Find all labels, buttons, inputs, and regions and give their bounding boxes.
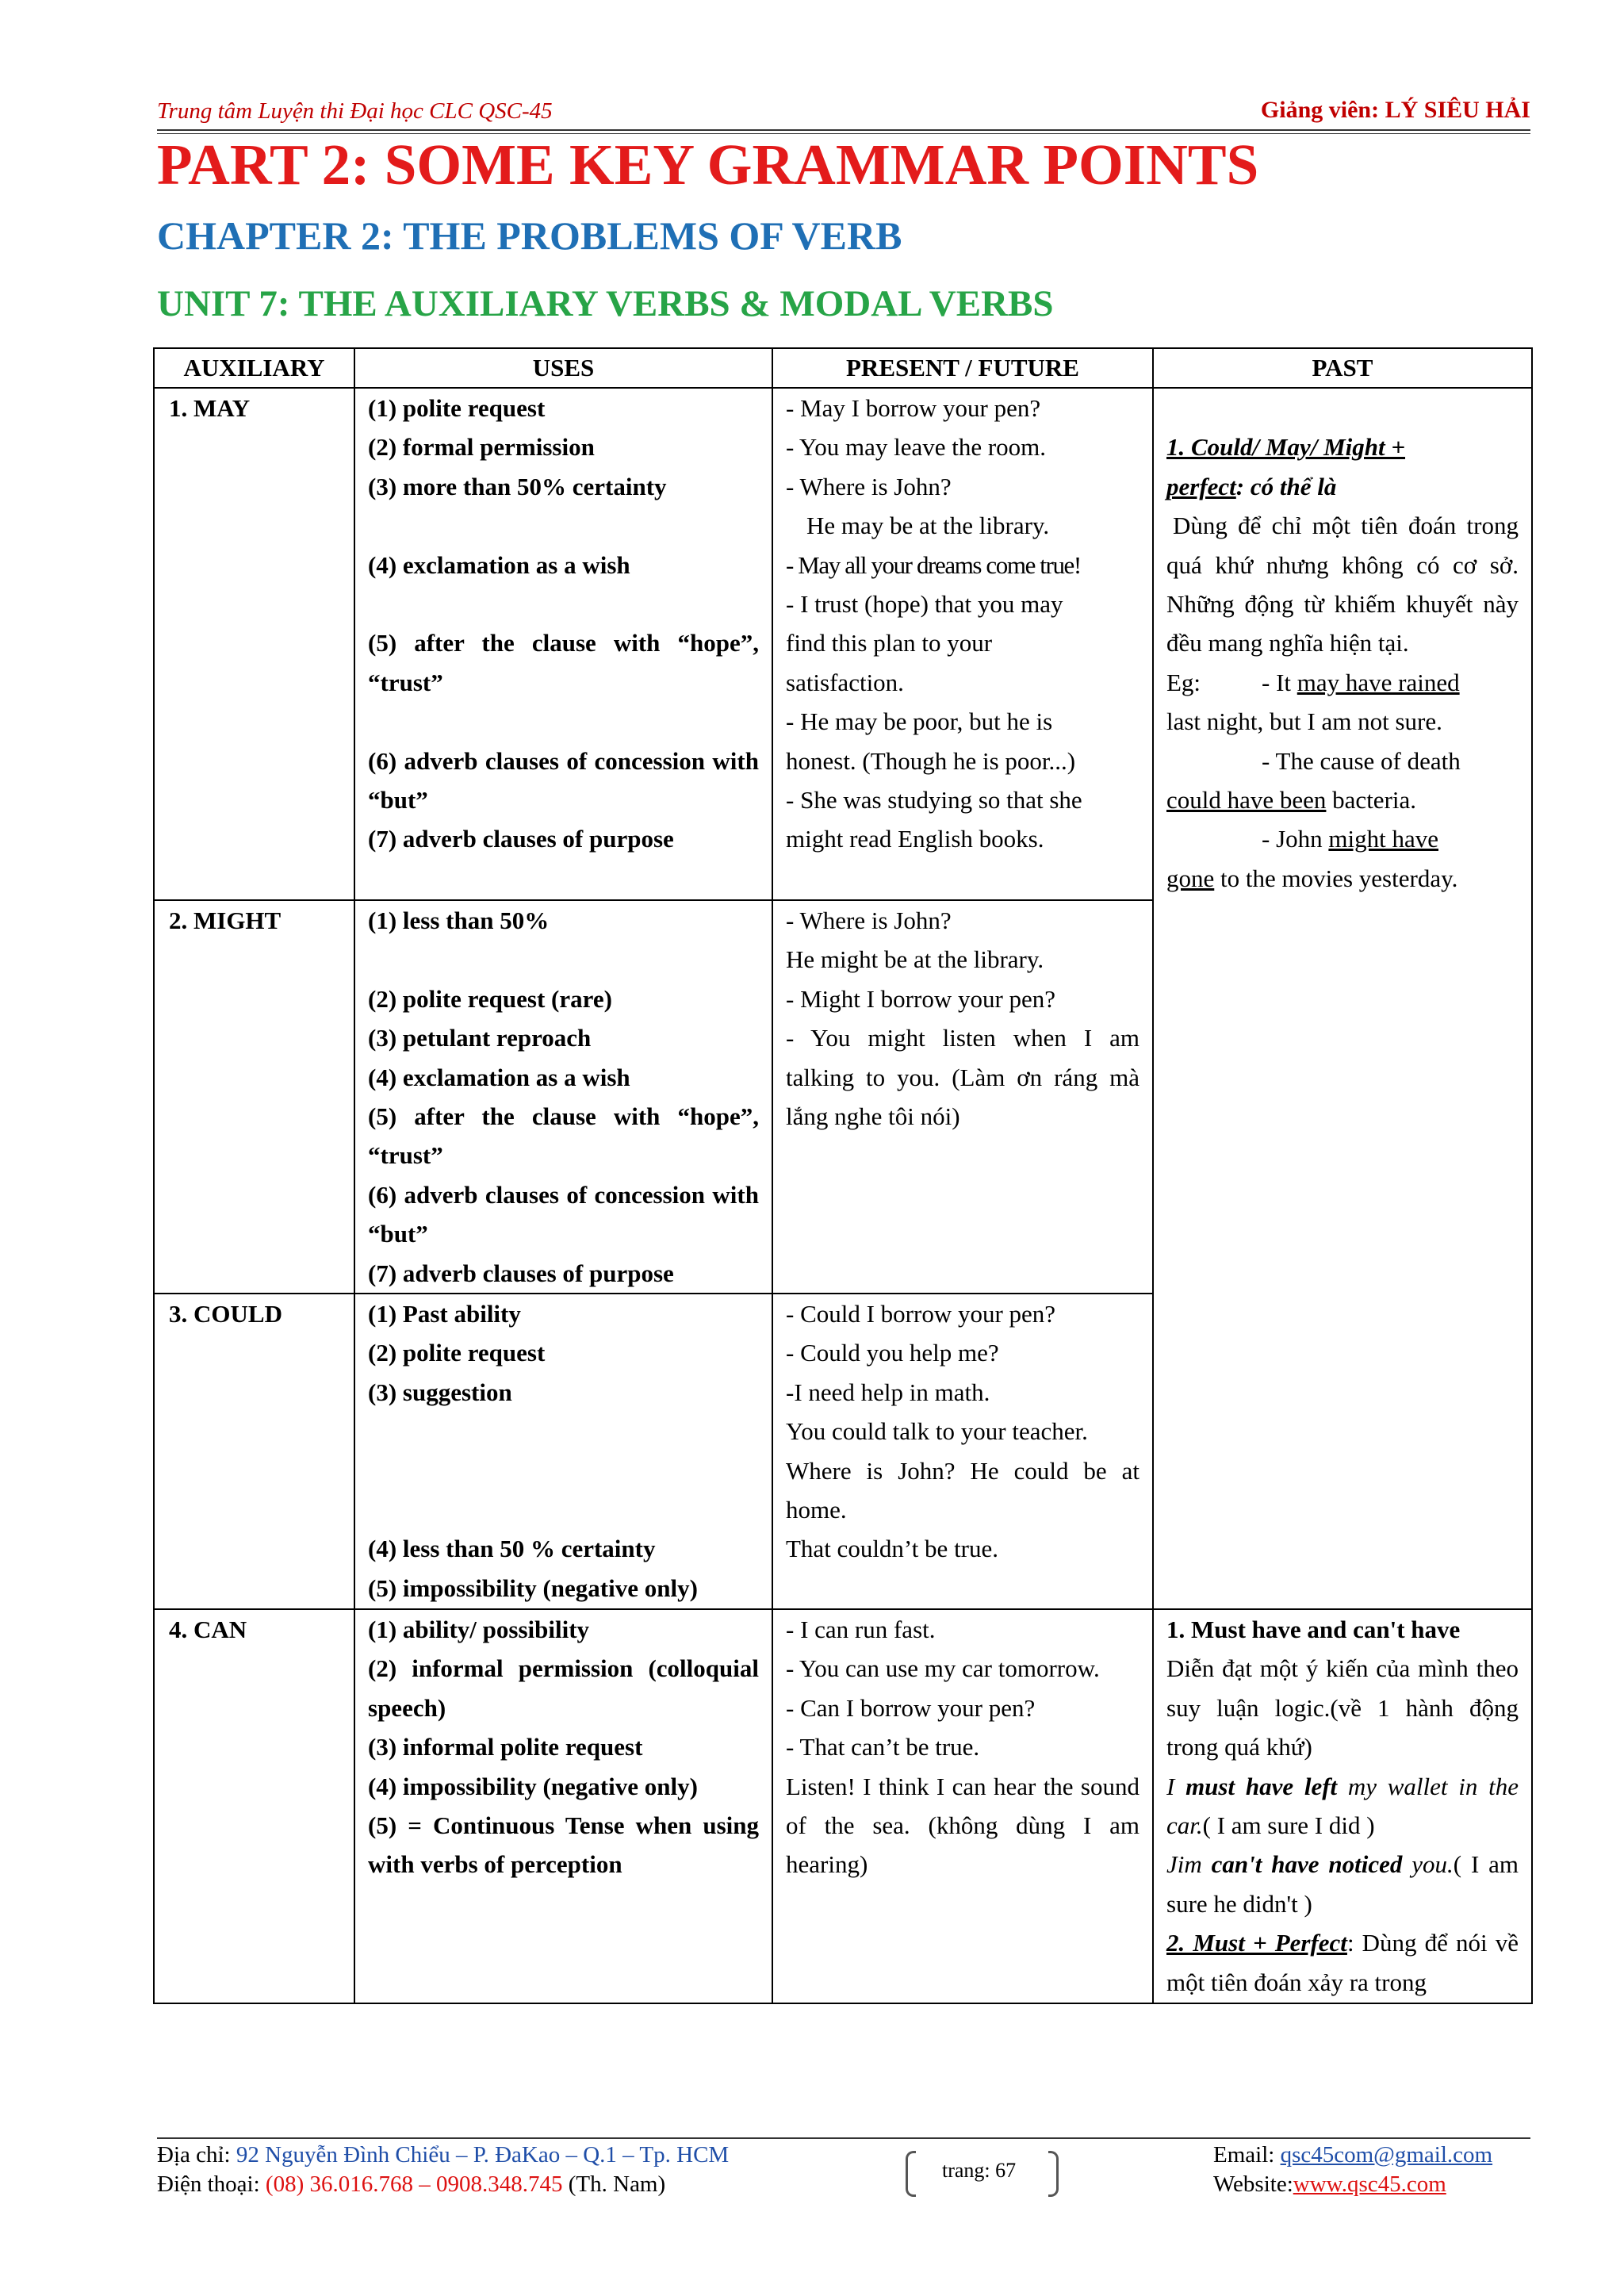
uses-may [354,388,772,900]
example-line: You could talk to your teacher. [786,1417,1088,1446]
example-line: - You can use my car tomorrow. [786,1654,1100,1683]
past-desc-logic: Diễn đạt một ý kiến của mình theo suy luận logic.(về 1 hành động trong quá khứ) [1166,1654,1519,1761]
use-item: (3) informal polite request [368,1733,643,1761]
aux-could: 3. COULD [154,1294,354,1609]
example-line: - Could I borrow your pen? [786,1300,1056,1328]
page-number: trang: 67 [942,2159,1017,2182]
use-item: (7) adverb clauses of purpose [368,1259,674,1287]
aux-can: 4. CAN [154,1609,354,2003]
example-line: - Could you help me? [786,1339,999,1367]
example-line: - Where is John? [786,472,952,500]
unit-title: UNIT 7: THE AUXILIARY VERBS & MODAL VERBS [157,283,1054,324]
page-bracket-right [1048,2151,1059,2197]
past-description: Dùng để chỉ một tiên đoán trong quá khứ nhưng không có cơ sở. Những động từ khiếm khuyết này đều mang nghĩa hiện tại. [1166,512,1519,657]
aux-may: 1. MAY [154,388,354,900]
table-row-can [154,1609,1532,2003]
use-item: (3) suggestion [368,1378,512,1406]
example-line: - May all your dreams come true! [786,550,1081,579]
uses-might [354,900,772,1294]
email-link[interactable]: qsc45com@gmail.com [1280,2142,1493,2168]
use-item: (1) Past ability [368,1300,521,1328]
example-line: - She was studying so that she [786,786,1082,815]
uses-could [354,1294,772,1609]
example-line: - You might listen when I am talking to you. (Làm ơn ráng mà lắng nghe tôi nói) [786,1024,1139,1131]
use-item: (5) = Continuous Tense when using with verbs of perception [368,1811,759,1879]
use-item: (3) more than 50% certainty [368,472,667,500]
use-item: (2) formal permission [368,433,595,462]
footer-address: Địa chỉ: 92 Nguyễn Đình Chiểu – P. ĐaKao – Q.1 – Tp. HCM [157,2142,730,2168]
use-item: (6) adverb clauses of concession with “but” [368,1180,759,1248]
website-link[interactable]: www.qsc45.com [1293,2171,1446,2197]
example-line: - Might I borrow your pen? [786,984,1056,1013]
past-example-1: Eg: - It may have rained last night, but I am not sure. [1166,668,1460,736]
page-bracket-left [906,2151,916,2197]
example-line: - Where is John? [786,907,952,934]
use-item: (4) exclamation as a wish [368,550,630,579]
grammar-table [153,347,1533,2004]
example-line: - He may be poor, but he is [786,707,1053,736]
example-line: satisfaction. [786,668,904,696]
use-item: (4) less than 50 % certainty [368,1535,656,1563]
example-line: honest. (Though he is poor...) [786,746,1076,775]
example-line: find this plan to your [786,629,993,657]
footer-rule [157,2137,1530,2139]
example-line: -I need help in math. [786,1378,990,1406]
use-item: (4) impossibility (negative only) [368,1772,698,1800]
center-name: Trung tâm Luyện thi Đại học CLC QSC-45 [157,98,553,124]
example-line: - Can I borrow your pen? [786,1693,1036,1722]
footer-website: Website:www.qsc45.com [1213,2171,1446,2197]
header-rule [157,129,1530,131]
aux-might: 2. MIGHT [154,900,354,1294]
footer-email: Email: qsc45com@gmail.com [1213,2142,1493,2168]
past-example-3: - John might have gone to the movies yesterday. [1166,825,1458,892]
use-item: (1) less than 50% [368,907,550,934]
chapter-title: CHAPTER 2: THE PROBLEMS OF VERB [157,213,902,258]
past-heading-1: 1. Could/ May/ Might + perfect: có thể là [1166,433,1406,500]
use-item: (2) polite request (rare) [368,984,612,1013]
past-example-cant: Jim can't have noticed you.( I am sure he didn't ) [1166,1850,1519,1918]
example-line: - May I borrow your pen? [786,394,1041,422]
example-line: - I trust (hope) that you may [786,590,1063,619]
table-row-may [154,388,1532,900]
use-item: (2) informal permission (colloquial speech) [368,1654,759,1722]
past-example-2: - The cause of death could have been bacteria. [1166,746,1461,815]
use-item: (1) polite request [368,394,546,422]
use-item: (4) exclamation as a wish [368,1063,630,1091]
use-item: (2) polite request [368,1339,546,1367]
example-line: He might be at the library. [786,945,1044,974]
lecturer-name: Giảng viên: LÝ SIÊU HẢI [1260,97,1530,123]
past-cell-bottom [1153,1609,1532,2003]
examples-can [772,1609,1153,2003]
example-line: might read English books. [786,825,1044,853]
uses-can [354,1609,772,2003]
use-item: (3) petulant reproach [368,1024,592,1052]
example-line: Where is John? He could be at home. [786,1456,1139,1524]
use-item: (1) ability/ possibility [368,1616,590,1644]
examples-could [772,1294,1153,1609]
header-past: PAST [1153,348,1532,388]
past-heading-must-cant: 1. Must have and can't have [1166,1616,1461,1644]
example-line: - You may leave the room. [786,433,1047,462]
use-item: (5) after the clause with “hope”, “trust” [368,1102,759,1170]
use-item: (5) after the clause with “hope”, “trust” [368,629,759,696]
use-item: (5) impossibility (negative only) [368,1573,698,1602]
header-auxiliary: AUXILIARY [154,348,354,388]
header-present-future: PRESENT / FUTURE [772,348,1153,388]
use-item: (6) adverb clauses of concession with “but” [368,746,759,815]
part-title: PART 2: SOME KEY GRAMMAR POINTS [157,132,1259,197]
past-example-must: I must have left my wallet in the car.( I am sure I did ) [1166,1772,1519,1840]
past-cell-top [1153,388,1532,1609]
example-line: - I can run fast. [786,1616,936,1644]
example-line: He may be at the library. [806,512,1050,540]
header-uses: USES [354,348,772,388]
use-item: (7) adverb clauses of purpose [368,825,674,853]
table-header-row [154,348,1532,388]
example-line: That couldn’t be true. [786,1535,999,1563]
example-line: - That can’t be true. [786,1733,980,1761]
footer-phone: Điện thoại: (08) 36.016.768 – 0908.348.745 (Th. Nam) [157,2171,666,2197]
examples-might [772,900,1153,1294]
examples-may [772,388,1153,900]
past-heading-must-perfect: 2. Must + Perfect: Dùng để nói về một tiên đoán xảy ra trong [1166,1929,1519,1996]
example-line: Listen! I think I can hear the sound of the sea. (không dùng I am hearing) [786,1772,1139,1879]
